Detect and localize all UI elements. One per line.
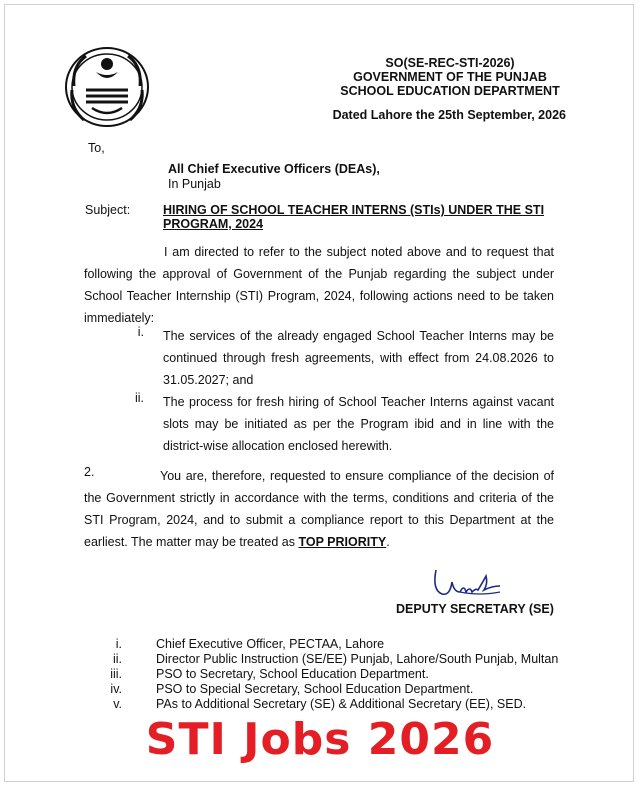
- punjab-government-emblem: [64, 46, 150, 128]
- paragraph-1: I am directed to refer to the subject noted above and to request that following the approval of Government of the Punjab regarding the subject under School Teacher Internship (STI) Program, 2024, following actions need to be taken immediately:: [84, 245, 554, 325]
- cc-number: ii.: [112, 652, 122, 666]
- paragraph-2-end: .: [386, 535, 390, 549]
- paragraph-2-text: You are, therefore, requested to ensure compliance of the decision of the Government strictly in accordance with the terms, conditions and criteria of the STI Program, 2024, and to submit a compliance report to this Department at the earliest. The matter may be treated as: [84, 469, 554, 549]
- cc-number: v.: [113, 697, 122, 711]
- cc-text: Chief Executive Officer, PECTAA, Lahore: [156, 637, 385, 651]
- department-name: SCHOOL EDUCATION DEPARTMENT: [340, 84, 560, 98]
- cc-number: iii.: [110, 667, 122, 681]
- action-number: i.: [137, 325, 144, 339]
- government-name: GOVERNMENT OF THE PUNJAB: [353, 70, 547, 84]
- action-item: The process for fresh hiring of School Teacher Interns against vacant slots may be initiated as per the Program ibid and in line with the district-wise allocation enclosed herewith.: [163, 395, 554, 453]
- cc-text: PSO to Special Secretary, School Education Department.: [156, 682, 474, 696]
- sti-jobs-banner: STI Jobs 2026: [145, 714, 495, 765]
- cc-text: PSO to Secretary, School Education Department.: [156, 667, 429, 681]
- paragraph-2: [84, 465, 554, 553]
- recipient-line-2: In Punjab: [168, 177, 221, 191]
- signatory-designation: DEPUTY SECRETARY (SE): [396, 602, 554, 616]
- top-priority-emphasis: TOP PRIORITY: [298, 535, 387, 549]
- recipient-line-1: All Chief Executive Officers (DEAs),: [168, 162, 380, 176]
- action-item: The services of the already engaged School Teacher Interns may be continued through fresh agreements, with effect from 24.08.2026 to 31.05.2027; and: [163, 329, 554, 387]
- paragraph-2-number: 2.: [84, 465, 95, 479]
- recipient-block: [168, 162, 380, 192]
- to-label: To,: [88, 141, 105, 155]
- cc-text: PAs to Additional Secretary (SE) & Additional Secretary (EE), SED.: [156, 697, 527, 711]
- handwritten-signature: [430, 562, 510, 602]
- cc-number: iv.: [110, 682, 122, 696]
- subject-label: Subject:: [85, 203, 131, 217]
- letter-header: [300, 56, 600, 98]
- action-number: ii.: [134, 391, 144, 405]
- date-line: Dated Lahore the 25th September, 2026: [332, 108, 566, 122]
- cc-number: i.: [115, 637, 122, 651]
- reference-number: SO(SE-REC-STI-2026): [385, 56, 515, 70]
- subject-text: HIRING OF SCHOOL TEACHER INTERNS (STIs) UNDER THE STI PROGRAM, 2024: [163, 203, 545, 231]
- cc-text: Director Public Instruction (SE/EE) Punjab, Lahore/South Punjab, Multan: [156, 652, 559, 666]
